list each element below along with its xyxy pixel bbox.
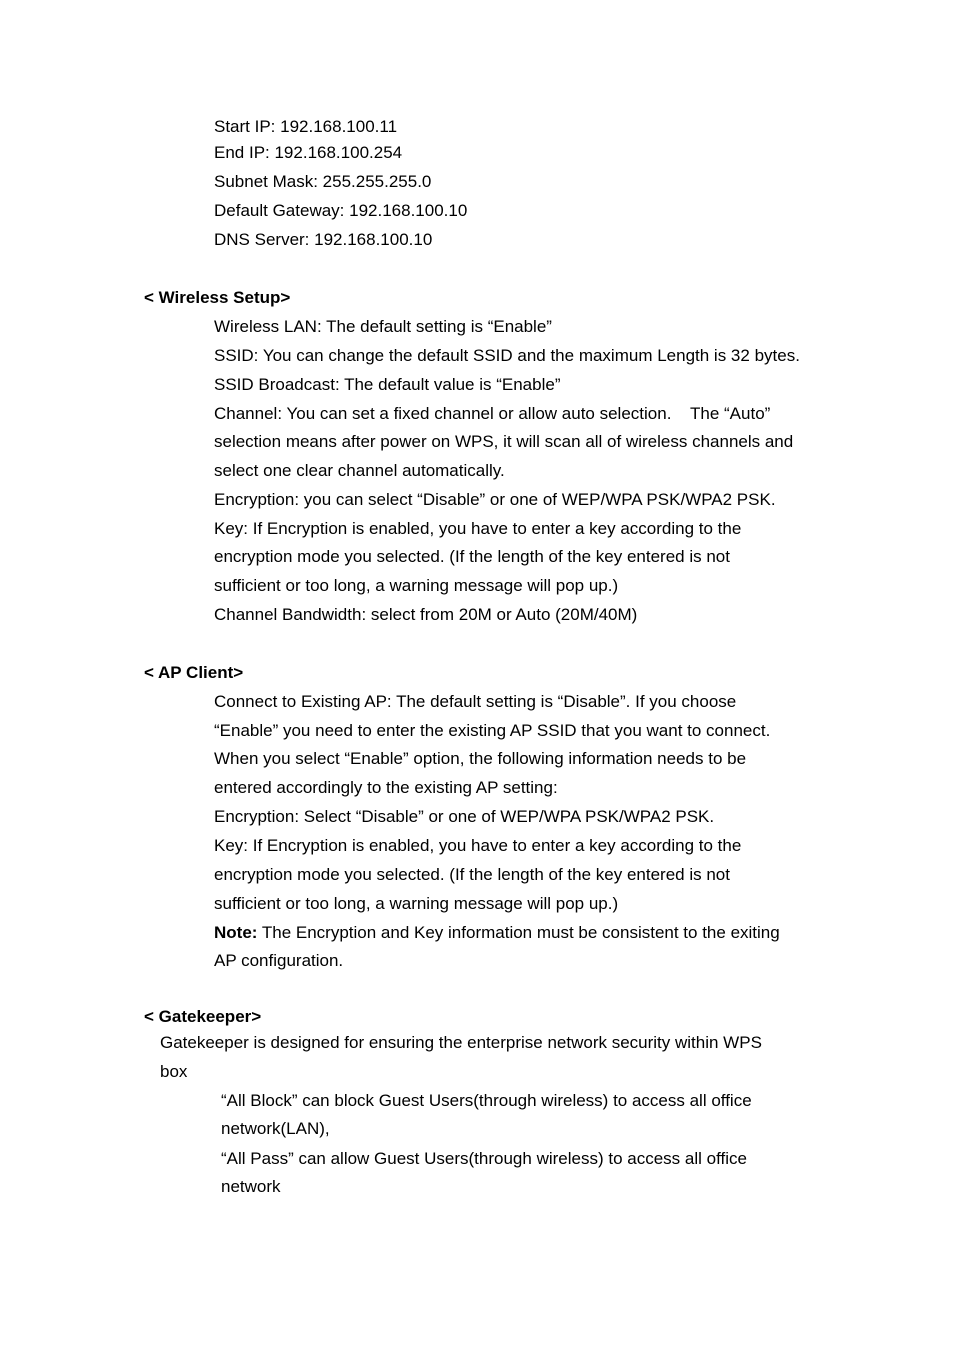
- paragraph-line: Connect to Existing AP: The default setting is “Disable”. If you choose: [214, 692, 737, 711]
- paragraph-line: Gatekeeper is designed for ensuring the enterprise network security within WPS: [160, 1033, 762, 1052]
- paragraph-line: SSID Broadcast: The default value is “Enable”: [214, 375, 561, 394]
- dns-server-line: DNS Server: 192.168.100.10: [214, 230, 433, 249]
- paragraph-line: Channel Bandwidth: select from 20M or Auto (20M/40M): [214, 605, 638, 624]
- paragraph-line: selection means after power on WPS, it will scan all of wireless channels and: [214, 432, 794, 451]
- paragraph-line: When you select “Enable” option, the following information needs to be: [214, 749, 747, 768]
- paragraph-line: network: [221, 1177, 281, 1196]
- paragraph-line: “All Block” can block Guest Users(through wireless) to access all office: [221, 1091, 752, 1110]
- paragraph-line: select one clear channel automatically.: [214, 461, 505, 480]
- start-ip-line: Start IP: 192.168.100.11: [214, 117, 398, 136]
- paragraph-line: “Enable” you need to enter the existing AP SSID that you want to connect.: [214, 721, 771, 740]
- gatekeeper-heading: < Gatekeeper>: [144, 1007, 262, 1026]
- paragraph-line: entered accordingly to the existing AP setting:: [214, 778, 558, 797]
- paragraph-line: Encryption: Select “Disable” or one of WEP/WPA PSK/WPA2 PSK.: [214, 807, 715, 826]
- note-label: Note:: [214, 923, 258, 942]
- paragraph-line: Wireless LAN: The default setting is “Enable”: [214, 317, 552, 336]
- subnet-mask-line: Subnet Mask: 255.255.255.0: [214, 172, 432, 191]
- ap-client-heading: < AP Client>: [144, 663, 244, 682]
- paragraph-line: sufficient or too long, a warning message will pop up.): [214, 576, 619, 595]
- paragraph-line: network(LAN),: [221, 1119, 330, 1138]
- paragraph-line: “All Pass” can allow Guest Users(through wireless) to access all office: [221, 1149, 747, 1168]
- paragraph-line: encryption mode you selected. (If the length of the key entered is not: [214, 547, 730, 566]
- note-text: The Encryption and Key information must be consistent to the exiting: [257, 923, 780, 942]
- paragraph-line: AP configuration.: [214, 951, 344, 970]
- paragraph-line: box: [160, 1062, 188, 1081]
- paragraph-line: encryption mode you selected. (If the length of the key entered is not: [214, 865, 730, 884]
- paragraph-line: sufficient or too long, a warning message will pop up.): [214, 894, 619, 913]
- paragraph-line: Key: If Encryption is enabled, you have to enter a key according to the: [214, 836, 742, 855]
- wireless-setup-heading: < Wireless Setup>: [144, 288, 291, 307]
- note-line: [214, 923, 780, 943]
- default-gateway-line: Default Gateway: 192.168.100.10: [214, 201, 468, 220]
- end-ip-line: End IP: 192.168.100.254: [214, 143, 403, 162]
- paragraph-line: Key: If Encryption is enabled, you have to enter a key according to the: [214, 519, 742, 538]
- paragraph-line: SSID: You can change the default SSID and the maximum Length is 32 bytes.: [214, 346, 800, 365]
- paragraph-line: Channel: You can set a fixed channel or allow auto selection. The “Auto”: [214, 404, 771, 423]
- paragraph-line: Encryption: you can select “Disable” or one of WEP/WPA PSK/WPA2 PSK.: [214, 490, 776, 509]
